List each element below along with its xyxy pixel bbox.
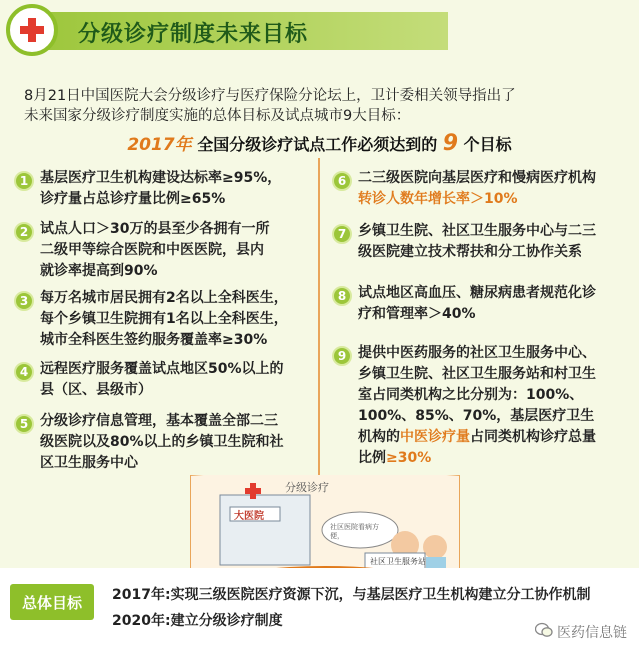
- medical-cross-icon: [6, 4, 58, 56]
- goal-number-5: 5: [14, 414, 34, 434]
- goal-1-line-1: 基层医疗卫生机构建设达标率≥95%，: [40, 170, 282, 186]
- overall-goal-2020: 2020年:建立分级诊疗制度: [112, 613, 283, 629]
- goal-4-line-2: 县（区、县级市）: [40, 382, 152, 398]
- overall-goal-2017: 2017年:实现三级医院医疗资源下沉，与基层医疗卫生机构建立分工协作机制: [112, 587, 591, 603]
- goal-item-9: [358, 343, 596, 469]
- goal-9-line-5-pre: 机构的: [358, 429, 400, 445]
- watermark: [535, 622, 627, 642]
- column-divider: [318, 158, 320, 508]
- goal-3-line-1: 每万名城市居民拥有2名以上全科医生，: [40, 290, 288, 306]
- goal-number-3: 3: [14, 291, 34, 311]
- goal-9-line-6-highlight: ≥30%: [386, 450, 432, 466]
- goal-9-line-5-highlight: 中医诊疗量: [400, 429, 470, 445]
- goal-9-line-4: 100%、85%、70%，基层医疗卫生: [358, 408, 595, 424]
- goal-number-7: 7: [332, 224, 352, 244]
- goal-2-line-3: 就诊率提高到90%: [40, 263, 158, 279]
- goal-9-line-3: 室占同类机构之比分别为：100%、: [358, 387, 584, 403]
- goal-5-line-2: 级医院以及80%以上的乡镇卫生院和社: [40, 434, 284, 450]
- goal-item-8: [358, 283, 596, 325]
- illustration-hospital-sign: 大医院: [234, 511, 264, 522]
- goal-5-line-1: 分级诊疗信息管理，基本覆盖全部二三: [40, 413, 278, 429]
- illustration-clinic-sign: 社区卫生服务站: [370, 557, 426, 566]
- overall-goals-band: [0, 568, 639, 658]
- intro-line-2: 未来国家分级诊疗制度实施的总体目标及试点城市9大目标：: [24, 108, 411, 124]
- goal-3-line-3: 城市全科医生签约服务覆盖率≥30%: [40, 332, 268, 348]
- goal-3-line-2: 每个乡镇卫生院拥有1名以上全科医生，: [40, 311, 288, 327]
- goal-item-4: [40, 359, 284, 401]
- header: [0, 0, 639, 58]
- wechat-icon: [535, 622, 553, 642]
- goal-number-9: 9: [332, 346, 352, 366]
- goal-2-line-1: 试点人口＞30万的县至少各拥有一所: [40, 221, 270, 237]
- subheading-text-after: 个目标: [458, 135, 512, 154]
- goal-number-6: 6: [332, 171, 352, 191]
- goal-9-line-6-pre: 比例: [358, 450, 386, 466]
- goal-item-3: [40, 288, 288, 351]
- goal-2-line-2: 二级甲等综合医院和中医医院，县内: [40, 242, 264, 258]
- subheading-nine: 9: [442, 131, 459, 156]
- subheading-text: 全国分级诊疗试点工作必须达到的: [191, 135, 443, 154]
- goal-8-line-1: 试点地区高血压、糖尿病患者规范化诊: [358, 285, 596, 301]
- goal-8-line-2: 疗和管理率＞40%: [358, 306, 476, 322]
- goal-7-line-2: 级医院建立技术帮扶和分工协作关系: [358, 244, 582, 260]
- illustration-speech-bubble: 社区医院看病方便，: [330, 523, 379, 540]
- goal-item-5: [40, 411, 284, 474]
- goal-item-1: [40, 168, 281, 210]
- goal-number-4: 4: [14, 362, 34, 382]
- goals-subheading: [0, 130, 639, 156]
- subheading-year: 2017年: [127, 135, 192, 155]
- goal-9-line-1: 提供中医药服务的社区卫生服务中心、: [358, 345, 596, 361]
- goal-number-2: 2: [14, 222, 34, 242]
- goal-5-line-3: 区卫生服务中心: [40, 455, 138, 471]
- goal-item-2: [40, 219, 269, 282]
- goal-number-1: 1: [14, 171, 34, 191]
- goal-item-7: [358, 221, 596, 263]
- intro-line-1: 8月21日中国医院大会分级诊疗与医疗保险分论坛上，卫计委相关领导指出了: [24, 88, 516, 104]
- goal-9-line-5-post: 占同类机构诊疗总量: [470, 429, 596, 445]
- watermark-text: 医药信息链: [557, 625, 627, 641]
- goal-6-line-1: 二三级医院向基层医疗和慢病医疗机构: [358, 170, 596, 186]
- goal-item-6: [358, 168, 596, 210]
- overall-goals-label: 总体目标: [10, 584, 94, 620]
- goal-9-line-2: 乡镇卫生院、社区卫生服务站和村卫生: [358, 366, 596, 382]
- goal-4-line-1: 远程医疗服务覆盖试点地区50%以上的: [40, 361, 284, 377]
- intro-paragraph: [24, 86, 624, 126]
- page-title: 分级诊疗制度未来目标: [78, 22, 309, 47]
- goal-9-line-5: [358, 427, 596, 448]
- goal-9-line-6: [358, 448, 596, 469]
- goal-number-8: 8: [332, 286, 352, 306]
- goal-6-line-2: 转诊人数年增长率＞10%: [358, 191, 518, 207]
- goal-7-line-1: 乡镇卫生院、社区卫生服务中心与二三: [358, 223, 596, 239]
- illustration-banner-text: 分级诊疗: [285, 481, 329, 494]
- goal-1-line-2: 诊疗量占总诊疗量比例≥65%: [40, 191, 226, 207]
